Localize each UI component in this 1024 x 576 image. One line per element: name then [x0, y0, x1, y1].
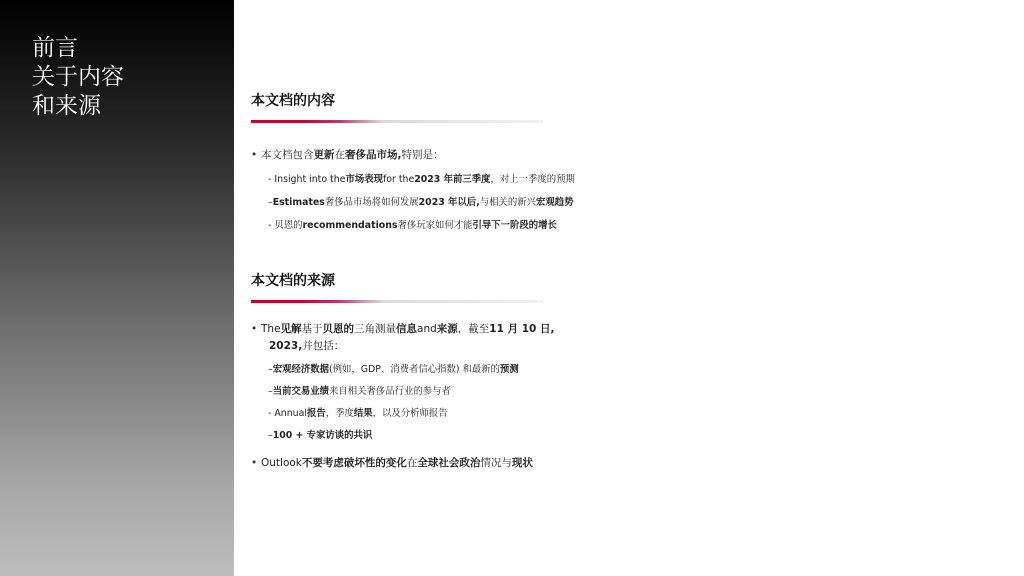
contents-sub-item-1: - Insight into the市场表现for the2023 年前三季度，对上一季度的预期	[268, 174, 575, 185]
contents-sub-item-2: –Estimates奢侈品市场将如何发展2023 年以后,与相关的新兴宏观趋势	[268, 197, 574, 208]
title-line-2: 关于内容	[32, 64, 124, 90]
sources-bullets	[251, 321, 611, 472]
section-divider	[251, 120, 543, 123]
section-divider	[251, 300, 543, 303]
sources-main-bullet: • The见解基于贝恩的三角测量信息and来源，截至11 月 10 日, 2023,并包括：	[251, 321, 611, 355]
title-line-3: 和来源	[32, 93, 101, 119]
page-title	[32, 34, 124, 121]
sources-section	[251, 272, 611, 472]
contents-sub-item-3: - 贝恩的recommendations奢侈玩家如何才能引导下一阶段的增长	[268, 220, 557, 231]
title-line-1: 前言	[32, 35, 78, 61]
sources-sub-item-4: –100 + 专家访谈的共识	[268, 430, 373, 441]
contents-heading: 本文档的内容	[251, 93, 335, 109]
contents-bullets	[251, 147, 611, 233]
contents-section	[251, 92, 611, 233]
sources-sub-item-1: –宏观经济数据(例如，GDP、消费者信心指数) 和最新的预测	[268, 364, 519, 375]
outlook-bullet: • Outlook不要考虑破坏性的变化在全球社会政治情况与现状	[251, 455, 611, 472]
sources-heading: 本文档的来源	[251, 273, 335, 289]
left-title-panel	[0, 0, 234, 576]
sources-sub-item-3: - Annual报告，季度结果，以及分析师报告	[268, 408, 448, 419]
contents-main-bullet: • 本文档包含更新在奢侈品市场,特别是：	[251, 147, 611, 164]
sources-sub-item-2: –当前交易业绩来自相关奢侈品行业的参与者	[268, 386, 451, 397]
